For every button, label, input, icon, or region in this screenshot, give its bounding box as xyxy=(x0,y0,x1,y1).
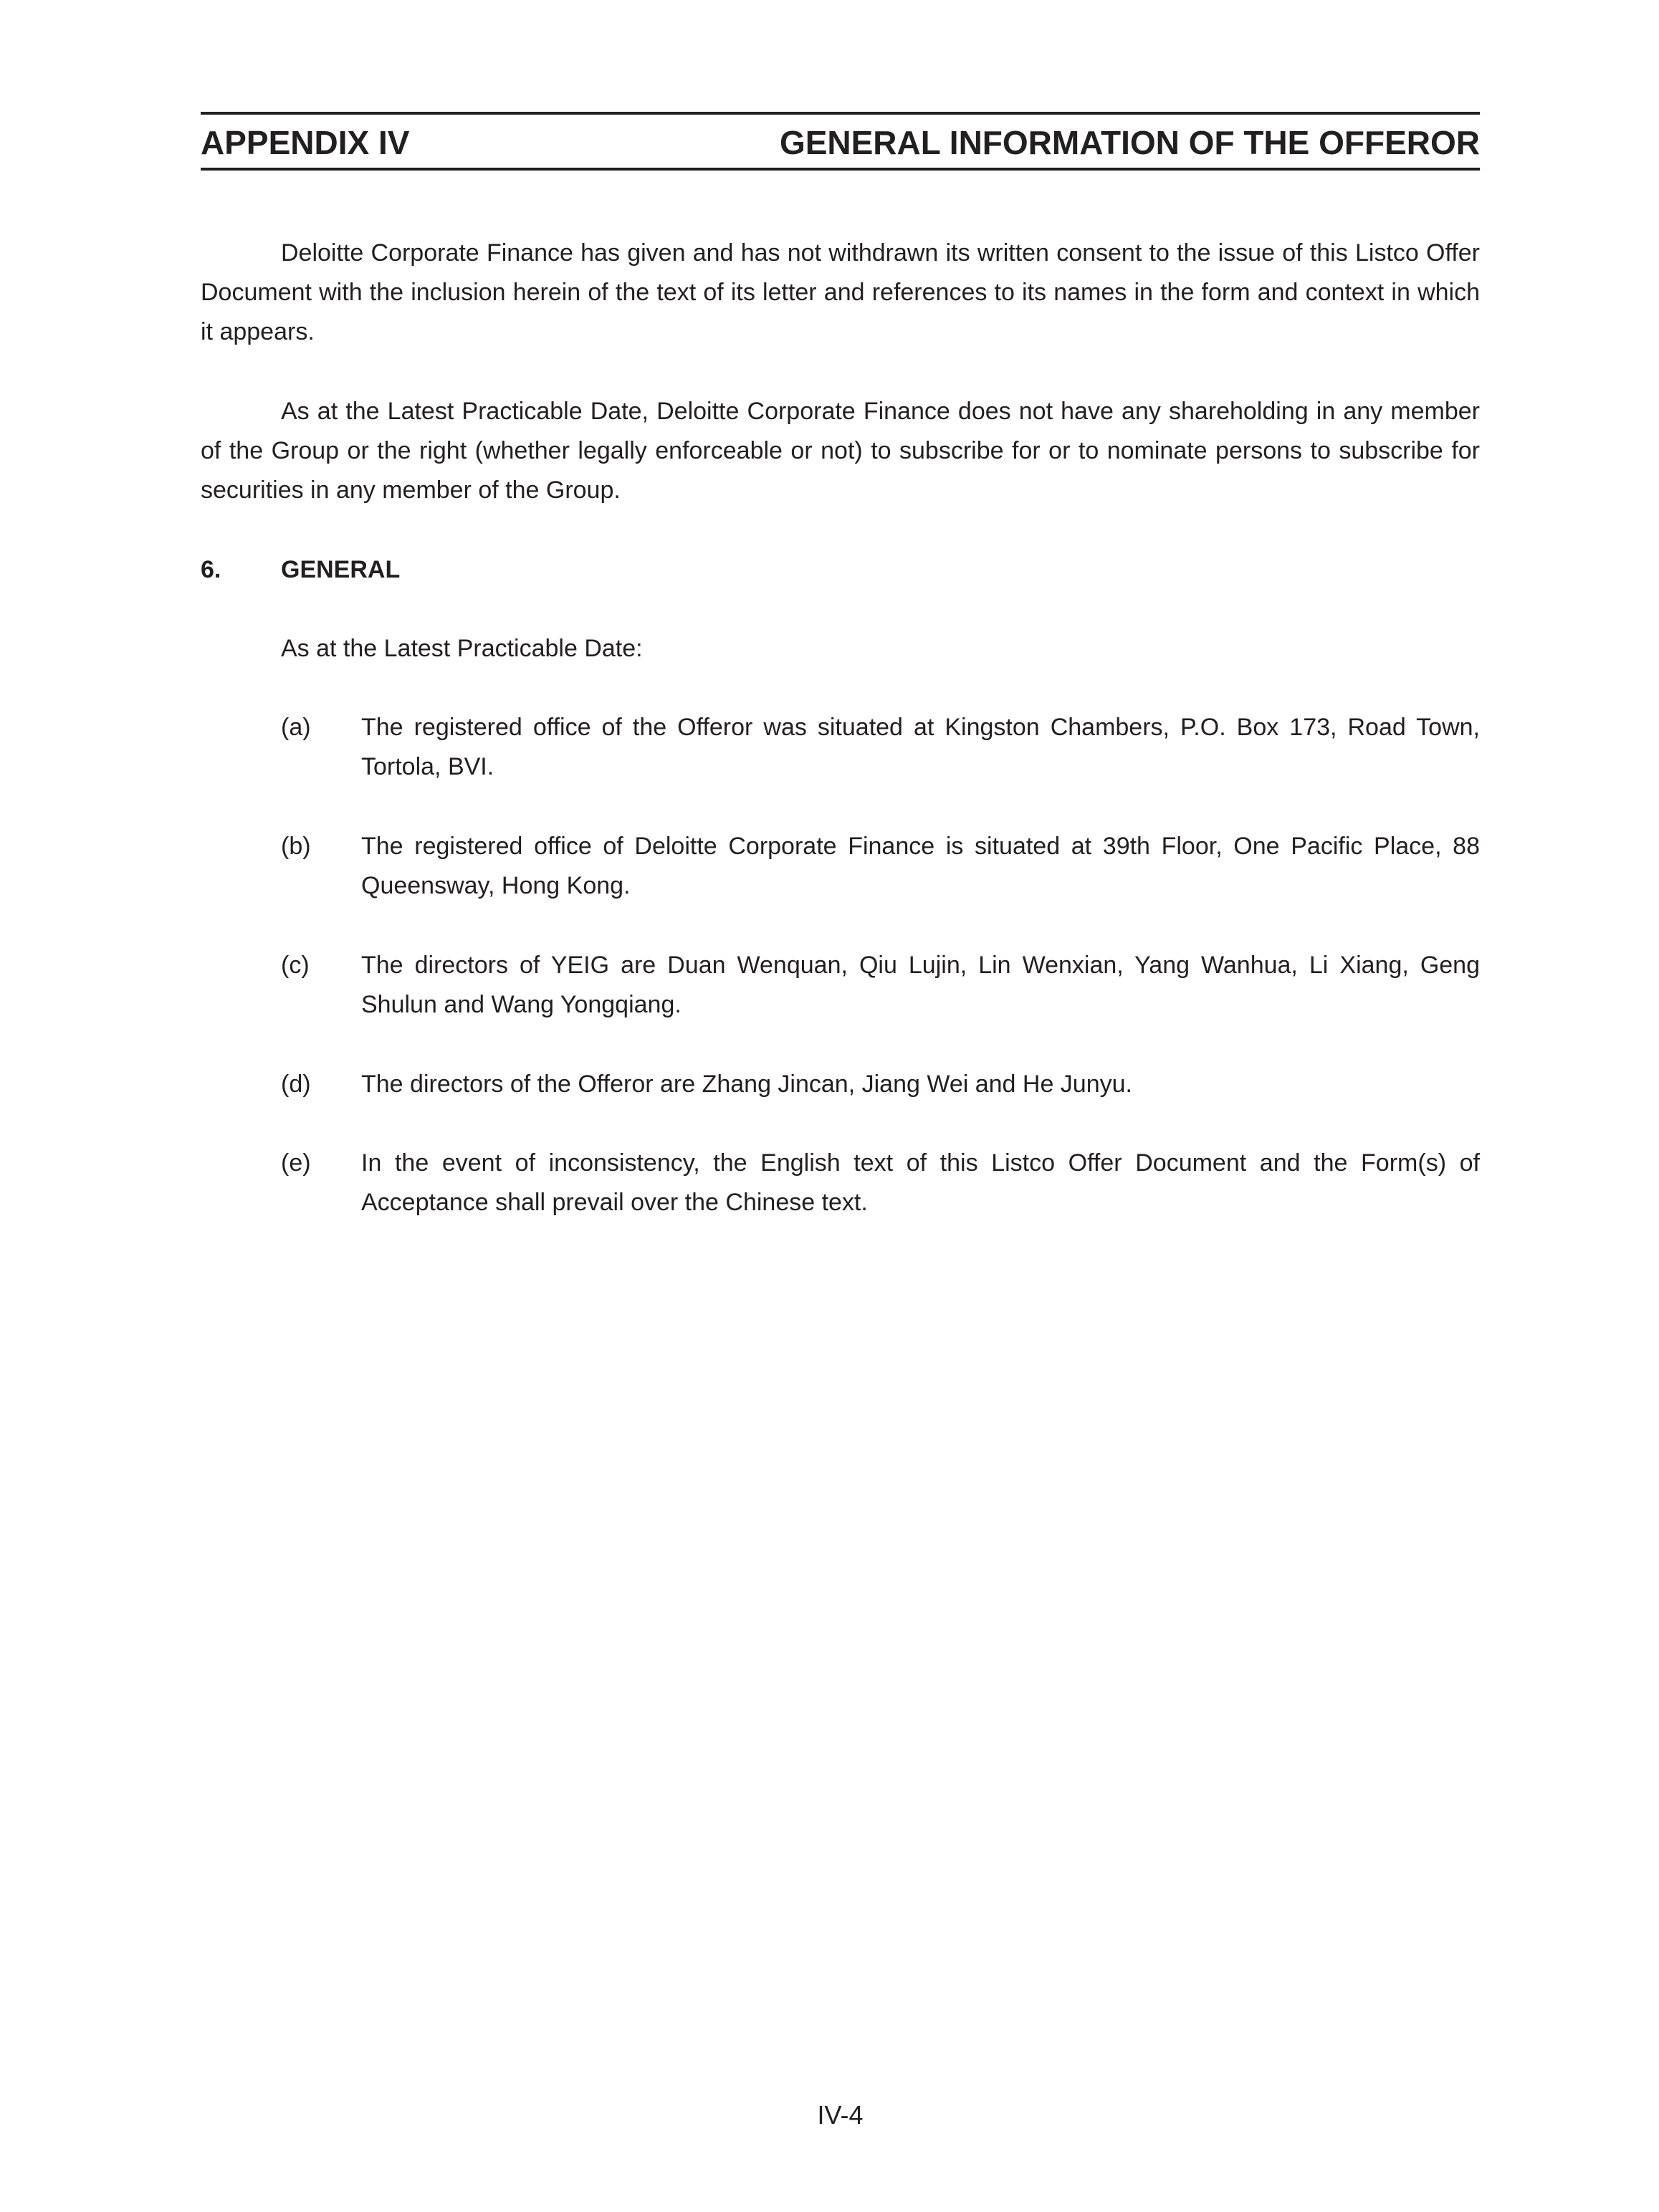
list-item-label: (a) xyxy=(281,714,311,741)
list-item-text: In the event of inconsistency, the English text of this Listco Offer Document and the Form(s) of Acceptance shall prevail over the Chinese text. xyxy=(361,1149,1480,1216)
shareholding-paragraph: As at the Latest Practicable Date, Deloitte Corporate Finance does not have any shareholding in any member of the Group or the right (whether legally enforceable or not) to subscribe for or to nominate persons to subscribe for securities in any member of the Group. xyxy=(201,398,1480,504)
list-item xyxy=(281,1144,1480,1222)
list-item-label: (d) xyxy=(281,1071,311,1098)
page-header xyxy=(201,112,1480,171)
list-item-text: The registered office of Deloitte Corporate Finance is situated at 39th Floor, One Pacific Place, 88 Queensway, Hong Kong. xyxy=(361,833,1480,899)
section-intro: As at the Latest Practicable Date: xyxy=(281,635,643,662)
section-number: 6. xyxy=(201,556,221,583)
list-item-label: (c) xyxy=(281,952,310,979)
list-item-text: The directors of the Offeror are Zhang Jincan, Jiang Wei and He Junyu. xyxy=(361,1071,1132,1098)
list-item-text: The registered office of the Offeror was situated at Kingston Chambers, P.O. Box 173, Road Town, Tortola, BVI. xyxy=(361,714,1480,780)
list-item xyxy=(281,1065,1480,1104)
list-item xyxy=(281,708,1480,787)
section-heading xyxy=(201,550,400,590)
list-item-text: The directors of YEIG are Duan Wenquan, Qiu Lujin, Lin Wenxian, Yang Wanhua, Li Xiang, Geng Shulun and Wang Yongqiang. xyxy=(361,952,1480,1018)
list-item-label: (e) xyxy=(281,1149,311,1177)
appendix-label: APPENDIX IV xyxy=(201,124,410,161)
list-item xyxy=(281,946,1480,1025)
list-item xyxy=(281,827,1480,906)
consent-paragraph: Deloitte Corporate Finance has given and has not withdrawn its written consent to the issue of this Listco Offer Document with the inclusion herein of the text of its letter and references to its names in the form and context in which it appears. xyxy=(201,239,1480,345)
appendix-title: GENERAL INFORMATION OF THE OFFEROR xyxy=(779,124,1480,161)
page-number: IV-4 xyxy=(817,2100,864,2130)
section-title: GENERAL xyxy=(281,556,401,583)
document-page xyxy=(201,0,1480,2212)
list-item-label: (b) xyxy=(281,833,311,860)
